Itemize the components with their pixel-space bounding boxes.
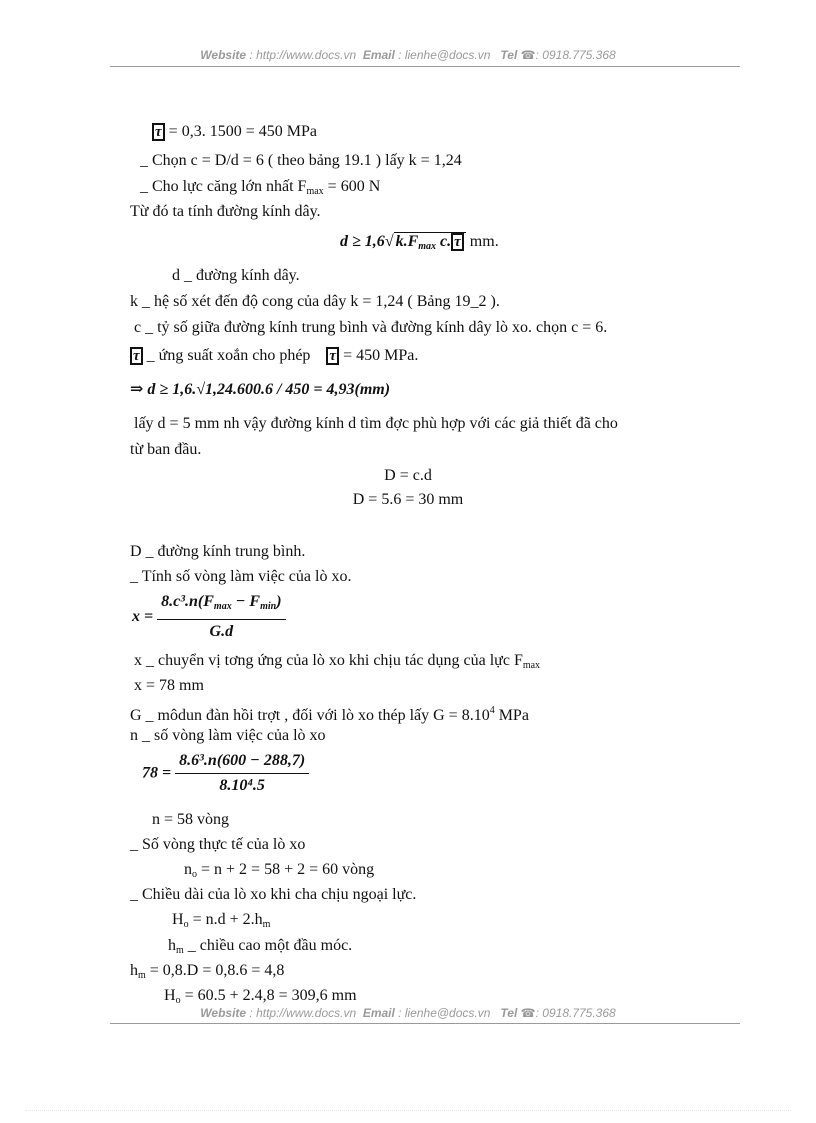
line-take-d: lấy d = 5 mm nh vậy đường kính d tìm đợc phù hợp với các giả thiết đã cho xyxy=(134,415,618,432)
line-Ho-formula: $H_o = n.d + 2.h_m$ xyxy=(172,911,271,930)
page-footer xyxy=(0,1006,816,1020)
footer-email-label: Email xyxy=(362,1006,395,1020)
line-length: _ Chiều dài của lò xo khi cha chịu ngoại lực. xyxy=(130,886,417,903)
line-Ho-value: $H_o = 60.5 + 2.4,8 = 309,6$ mm xyxy=(164,987,357,1006)
header-website-label: Website xyxy=(200,48,247,62)
line-no: $n_o = n + 2 = 58 + 2 = 60$ vòng xyxy=(184,861,375,880)
phone-icon: ☎ xyxy=(520,1006,536,1020)
line-D-value: D = 5.6 = 30 mm xyxy=(352,491,464,508)
header-rule xyxy=(110,66,740,67)
line-D-def: D _ đường kính trung bình. xyxy=(130,543,306,560)
sqrt-sign: √ xyxy=(384,233,394,250)
line-n-def: n _ số vòng làm việc của lò xo xyxy=(130,727,326,744)
line-calc-turns: _ Tính số vòng làm việc của lò xo. xyxy=(130,568,352,585)
footer-website-link[interactable]: : http://www.docs.vn xyxy=(249,1006,357,1020)
line-n-value: n = 58 vòng xyxy=(152,811,230,828)
formula-d: d ≥ 1,6√ $k.F_{max}$ c. τ mm. xyxy=(340,233,499,252)
header-email-link[interactable]: : lienhe@docs.vn xyxy=(398,48,491,62)
line-choose-c: _ Chọn c = D/d = 6 ( theo bảng 19.1 ) lấy k = 1,24 xyxy=(140,152,462,169)
formula-d-result: ⇒ d ≥ 1,6.√1,24.600.6 / 450 = 4,93(mm) xyxy=(130,381,391,398)
line-c-def: c _ tỷ số giữa đường kính trung bình và đường kính dây lò xo. chọn c = 6. xyxy=(134,319,608,336)
phone-icon: ☎ xyxy=(520,48,536,62)
header-email-label: Email xyxy=(362,48,395,62)
line-G-def: G _ môdun đàn hồi trợt , đối với lò xo thép lấy $G = 8.10^4$ MPa xyxy=(130,705,529,724)
footer-tel-label: Tel xyxy=(500,1006,518,1020)
tau-box: τ xyxy=(152,123,165,141)
line-D-eq: D = c.d xyxy=(384,467,432,484)
footer-tel-value: : 0918.775.368 xyxy=(535,1006,616,1020)
page-header xyxy=(0,48,816,62)
line-hm-value: $h_m = 0,8.D = 0,8.6 = 4,8$ xyxy=(130,962,285,981)
line-from-there: Từ đó ta tính đường kính dây. xyxy=(130,203,321,220)
line-from-start: từ ban đầu. xyxy=(130,441,202,458)
formula-n: 78 = $\frac{\text{8.6³.n(600 − 288,7)}}{\text{8.10⁴.5}}$ xyxy=(142,751,309,799)
header-tel-value: : 0918.775.368 xyxy=(535,48,616,62)
page-bottom-divider xyxy=(25,1110,791,1111)
line-k-def: k _ hệ số xét đến độ cong của dây k = 1,24 ( Bảng 19_2 ). xyxy=(130,293,500,310)
line-d-def: d _ đường kính dây. xyxy=(172,267,300,284)
line-fmax: _ Cho lực căng lớn nhất $F_{max} = 600$ N xyxy=(140,178,381,197)
header-website-link[interactable]: : http://www.docs.vn xyxy=(249,48,357,62)
header-tel-label: Tel xyxy=(500,48,518,62)
footer-website-label: Website xyxy=(200,1006,247,1020)
formula-x: x = $\frac{8.c^3.n(F_{max} - F_{min})}{G.d}$ xyxy=(132,592,286,640)
footer-email-link[interactable]: : lienhe@docs.vn xyxy=(398,1006,491,1020)
line-tau-def: τ _ ứng suất xoắn cho phép τ = 450 MPa. xyxy=(130,346,418,366)
footer-rule xyxy=(110,1023,740,1024)
line-tau-value: τ = 0,3. 1500 = 450 MPa xyxy=(152,122,317,142)
line-actual-turns: _ Số vòng thực tế của lò xo xyxy=(130,836,306,853)
line-hm-def: $h_m$ _ chiều cao một đầu móc. xyxy=(168,937,353,956)
line-x-value: x = 78 mm xyxy=(134,677,204,694)
line-x-def: x _ chuyển vị tơng ứng của lò xo khi chịu tác dụng của lực $F_{max}$ xyxy=(134,652,541,671)
